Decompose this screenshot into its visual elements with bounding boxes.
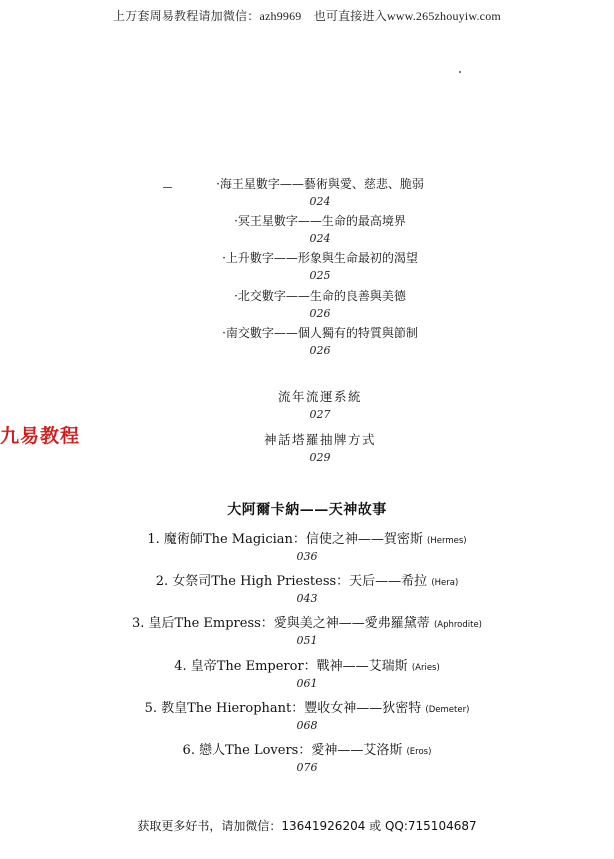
toc-entry-page: 068 <box>296 719 318 732</box>
toc-entry-note: (Hera) <box>431 578 459 588</box>
footer-banner: 获取更多好书，请加微信：13641926204 或 QQ:715104687 <box>137 819 477 833</box>
toc-entry-page: 026 <box>309 307 331 320</box>
toc-entry <box>210 249 430 282</box>
scan-speck <box>163 187 172 188</box>
toc-entry-page: 061 <box>296 677 318 690</box>
header-banner: 上万套周易教程请加微信：azh9969 也可直接进入www.265zhouyiw.com <box>113 9 501 23</box>
toc-entry-title: 神話塔羅抽牌方式 <box>263 432 376 447</box>
toc-entry <box>210 212 430 245</box>
toc-entry-note: (Aphrodite) <box>433 620 482 630</box>
toc-entry-title: 6. 戀人The Lovers：愛神——艾洛斯 <box>182 743 403 758</box>
toc-entry-note: (Eros) <box>406 747 432 757</box>
toc-entry-page: 076 <box>296 761 318 774</box>
toc-entry-title: ·上升數字——形象與生命最初的渴望 <box>222 251 418 265</box>
toc-entry-page: 043 <box>296 592 318 605</box>
toc-entry <box>210 387 430 421</box>
toc-entry-title: ·北交數字——生命的良善與美德 <box>234 289 406 303</box>
toc-entry-title: 2. 女祭司The High Priestess：天后——希拉 <box>155 574 428 589</box>
toc-entry <box>210 430 430 464</box>
toc-entry-title: 3. 皇后The Empress：愛與美之神——愛弗羅黛蒂 <box>132 616 430 631</box>
watermark-logo: 九易教程 <box>0 425 81 447</box>
toc-entry-page: 024 <box>309 232 331 245</box>
section-title: 大阿爾卡納——天神故事 <box>227 502 387 518</box>
toc-entry-note: (Aries) <box>411 663 440 673</box>
toc-entry-title: ·冥王星數字——生命的最高境界 <box>234 214 406 228</box>
toc-entry-page: 051 <box>296 634 318 647</box>
toc-entry-title: ·南交數字——個人獨有的特質與節制 <box>222 326 418 340</box>
toc-entry-page: 029 <box>309 451 331 464</box>
toc-entry <box>80 612 534 647</box>
toc-entry <box>80 528 534 563</box>
toc-entry-page: 026 <box>309 344 331 357</box>
toc-entry <box>210 324 430 357</box>
toc-entry-title: 1. 魔術師The Magician：信使之神——賀密斯 <box>147 532 423 547</box>
toc-entry-page: 027 <box>309 408 331 421</box>
toc-entry <box>80 655 534 690</box>
toc-entry-title: ·海王星數字——藝術與愛、慈悲、脆弱 <box>216 177 424 191</box>
toc-entry <box>80 570 534 605</box>
toc-entry-title: 5. 教皇The Hierophant：豐收女神——狄密特 <box>144 701 422 716</box>
toc-entry-note: (Hermes) <box>427 536 467 546</box>
toc-entry-title: 4. 皇帝The Emperor：戰神——艾瑞斯 <box>174 659 408 674</box>
toc-entry <box>210 287 430 320</box>
toc-entry-title: 流年流運系統 <box>277 389 362 404</box>
scan-speck <box>459 71 461 73</box>
toc-entry <box>80 697 534 732</box>
toc-entry-note: (Demeter) <box>425 705 470 715</box>
toc-entry-page: 024 <box>309 195 331 208</box>
toc-entry-page: 025 <box>309 269 331 282</box>
toc-entry <box>210 175 430 208</box>
toc-entry <box>80 739 534 774</box>
toc-entry-page: 036 <box>296 550 318 563</box>
